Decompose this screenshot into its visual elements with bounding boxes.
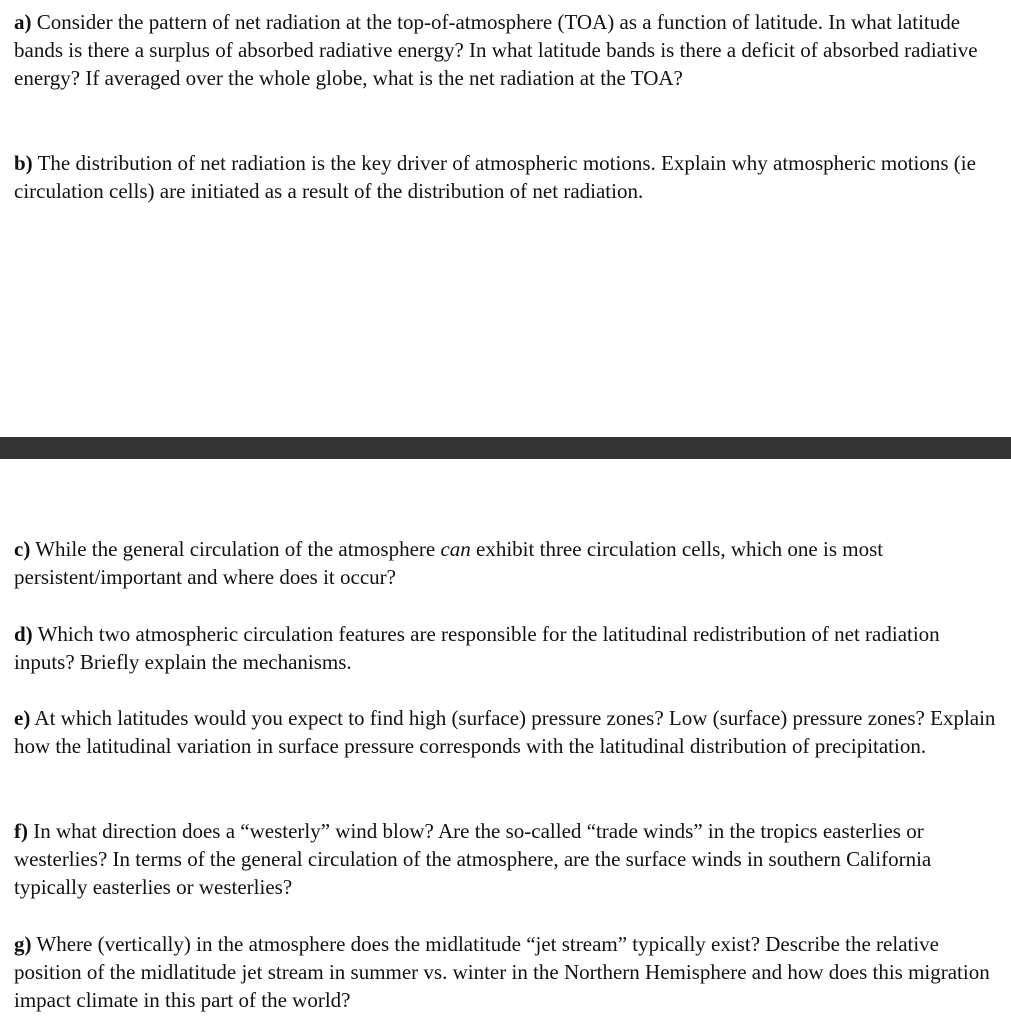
question-g-text: Where (vertically) in the atmosphere does the midlatitude “jet stream” typically exist? Describe the relative position of the midlatitude jet stream in summer vs. winter in the Northern Hemisphere and how does this migration impact climate in this part of the world?	[14, 932, 990, 1012]
question-a-label: a)	[14, 10, 32, 34]
question-c-label: c)	[14, 537, 31, 561]
question-b-label: b)	[14, 151, 33, 175]
question-f-text: In what direction does a “westerly” wind blow? Are the so-called “trade winds” in the tropics easterlies or westerlies? In terms of the general circulation of the atmosphere, are the surface winds in southern California typically easterlies or westerlies?	[14, 819, 932, 899]
question-c-emphasis: can	[440, 537, 471, 561]
question-c-text-before: While the general circulation of the atmosphere	[35, 537, 441, 561]
question-b-text: The distribution of net radiation is the key driver of atmospheric motions. Explain why atmospheric motions (ie circulation cells) are initiated as a result of the distribution of net radiation.	[14, 151, 976, 203]
question-d	[14, 620, 1001, 676]
question-c	[14, 535, 1001, 591]
question-d-label: d)	[14, 622, 33, 646]
question-g-label: g)	[14, 932, 32, 956]
question-c-text-after: exhibit three circulation cells, which one is most persistent/important and where does it occur?	[14, 537, 884, 589]
question-e-label: e)	[14, 706, 31, 730]
question-d-text: Which two atmospheric circulation features are responsible for the latitudinal redistribution of net radiation inputs? Briefly explain the mechanisms.	[14, 622, 940, 674]
question-b	[14, 149, 1001, 205]
question-f-label: f)	[14, 819, 28, 843]
question-e-text: At which latitudes would you expect to find high (surface) pressure zones? Low (surface) pressure zones? Explain how the latitudinal variation in surface pressure corresponds with the latitudinal distribution of precipitation.	[14, 706, 996, 758]
section-divider	[0, 437, 1011, 459]
question-g	[14, 930, 1001, 1014]
question-a-text: Consider the pattern of net radiation at the top-of-atmosphere (TOA) as a function of latitude. In what latitude bands is there a surplus of absorbed radiative energy? In what latitude bands is there a deficit of absorbed radiative energy? If averaged over the whole globe, what is the net radiation at the TOA?	[14, 10, 978, 90]
question-e	[14, 704, 1001, 760]
question-a	[14, 8, 1001, 92]
question-f	[14, 817, 1001, 901]
